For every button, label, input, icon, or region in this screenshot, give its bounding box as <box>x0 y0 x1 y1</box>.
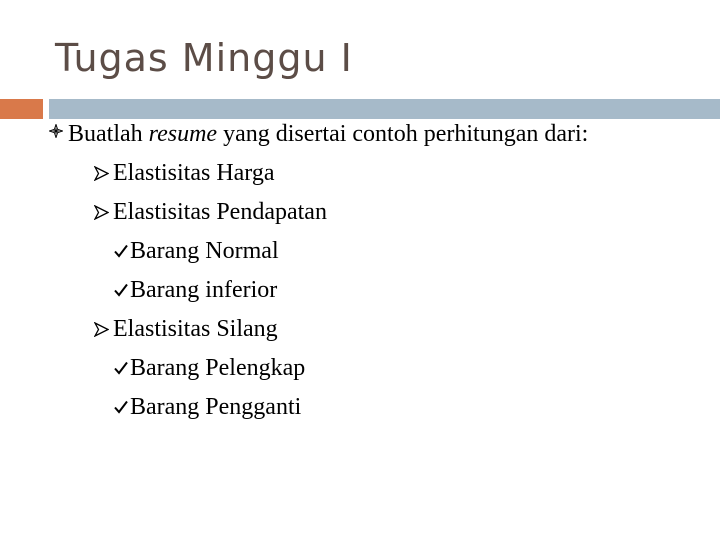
diamond-bullet-icon <box>49 124 63 138</box>
list-item-label: Elastisitas Harga <box>113 160 275 186</box>
checkmark-icon <box>114 283 128 297</box>
intro-prefix: Buatlah <box>68 121 149 147</box>
checkmark-icon <box>114 400 128 414</box>
intro-suffix: yang disertai contoh perhitungan dari: <box>217 121 589 147</box>
list-item-elastisitas-silang <box>94 314 278 344</box>
sub-item-barang-pelengkap <box>114 353 305 383</box>
arrow-bullet-icon <box>94 166 109 181</box>
sub-item-barang-normal <box>114 236 279 266</box>
sub-item-barang-inferior <box>114 275 277 305</box>
sub-item-label: Barang Pelengkap <box>130 355 306 381</box>
checkmark-icon <box>114 244 128 258</box>
arrow-bullet-icon <box>94 205 109 220</box>
list-item-label: Elastisitas Silang <box>113 316 278 342</box>
sub-item-label: Barang inferior <box>130 277 278 303</box>
sub-item-label: Barang Normal <box>130 238 279 264</box>
checkmark-icon <box>114 361 128 375</box>
sub-item-barang-pengganti <box>114 392 301 422</box>
intro-emphasis: resume <box>148 121 218 147</box>
list-item-elastisitas-pendapatan <box>94 197 327 227</box>
sub-item-label: Barang Pengganti <box>130 394 302 420</box>
slide-title: Tugas Minggu I <box>55 36 353 80</box>
list-item-elastisitas-harga <box>94 158 275 188</box>
list-item-label: Elastisitas Pendapatan <box>113 199 327 225</box>
arrow-bullet-icon <box>94 322 109 337</box>
intro-text <box>68 119 588 149</box>
